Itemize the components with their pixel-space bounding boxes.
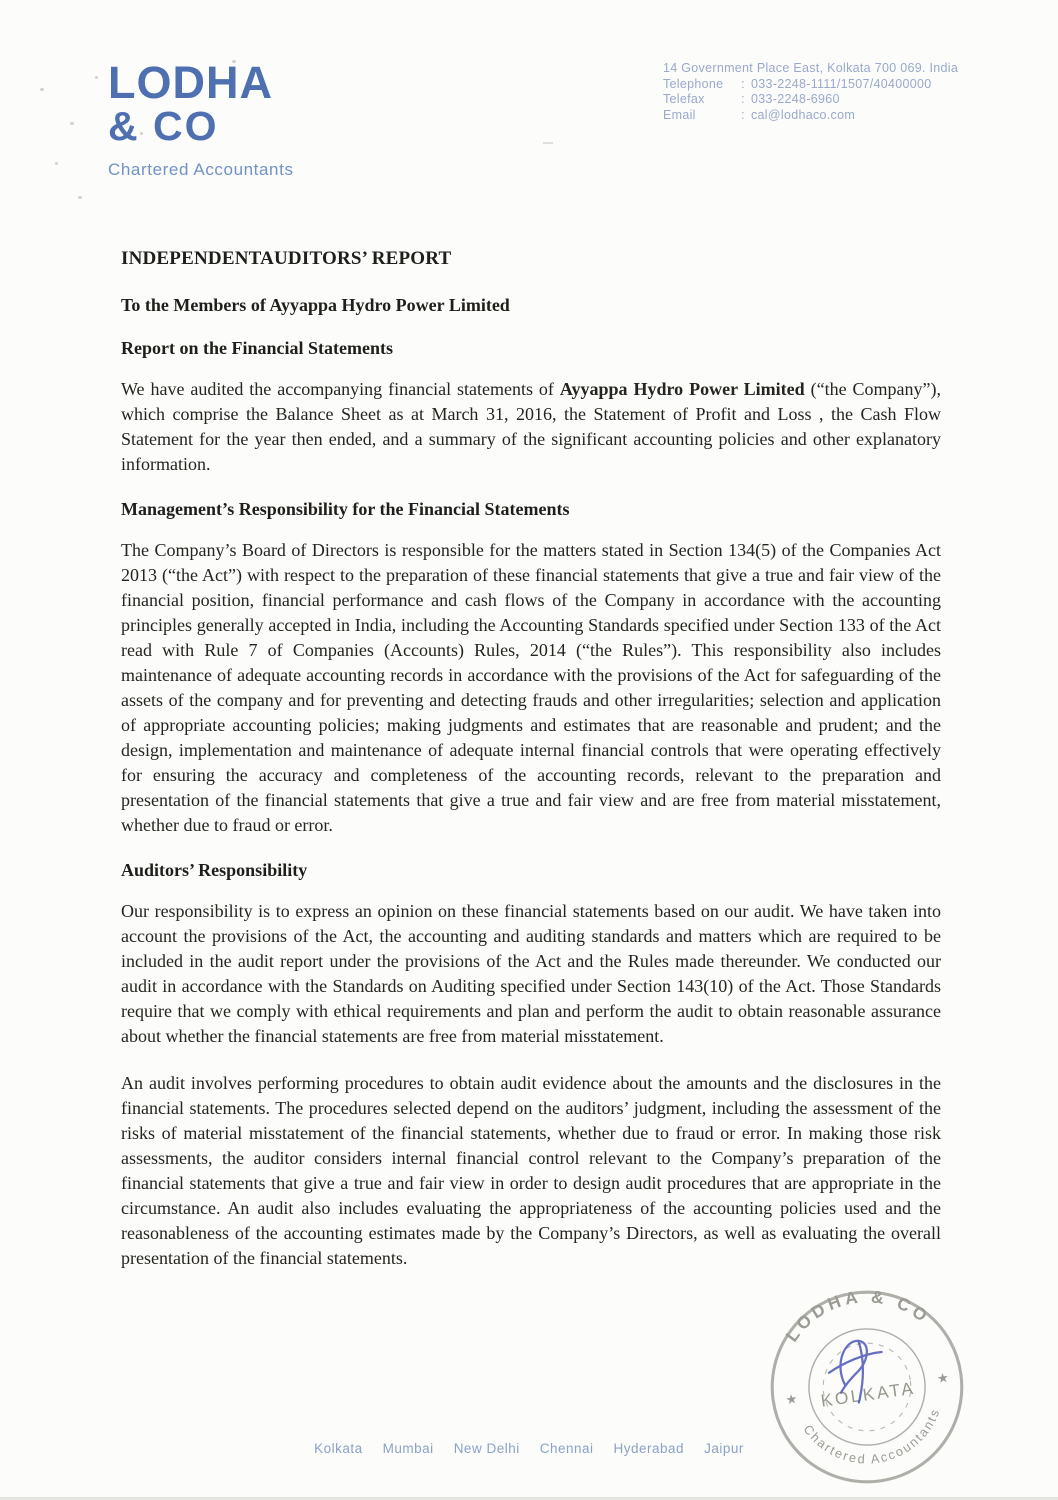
para-text: (“the Company”), which comprise the Balance Sheet as at March 31, 2016, the Statement of Profit and Loss , the Cash Flow Statement for the year then ended, and a summary of the significant accounting policies and other explanatory information. — [121, 379, 941, 474]
contact-row-email — [663, 108, 973, 124]
company-name-bold: Ayyappa Hydro Power Limited — [559, 379, 805, 399]
contact-separator: : — [741, 92, 745, 106]
contact-label: Telephone — [663, 76, 724, 91]
report-addressee: To the Members of Ayyappa Hydro Power Limited — [121, 295, 510, 315]
para-text: We have audited the accompanying financial statements of — [121, 379, 560, 399]
seal-arc-bottom-text: Chartered Accountants — [800, 1405, 943, 1467]
contact-label: Email — [663, 107, 696, 122]
scan-artifact — [70, 122, 74, 125]
contact-address: 14 Government Place East, Kolkata 700 069. India — [663, 61, 959, 75]
heading-managements-responsibility: Management’s Responsibility for the Financial Statements — [121, 499, 570, 519]
city-label: New Delhi — [453, 1441, 520, 1456]
contact-value: cal@lodhaco.com — [751, 107, 856, 122]
city-label: Mumbai — [382, 1441, 434, 1456]
seal-star-right-icon: ★ — [935, 1369, 950, 1387]
seal-city-text: KOLKATA — [819, 1377, 917, 1411]
paragraph-auditors-responsibility-2: An audit involves performing procedures to obtain audit evidence about the amounts and the disclosures in the financial statements. The procedures selected depend on the auditors’ judgment, including the assessment of the risks of material misstatement of the financial statements, whether due to fraud or error. In making those risk assessments, the auditor considers internal financial control relevant to the Company’s preparation of the financial statements that give a true and fair view in order to design audit procedures that are appropriate in the circumstance. An audit also includes evaluating the appropriateness of the accounting policies used and the reasonableness of the accounting estimates made by the Company’s Directors, as well as evaluating the overall presentation of the financial statements. — [121, 1073, 941, 1268]
report-body — [121, 248, 941, 1285]
scan-artifact — [55, 162, 58, 165]
city-label: Kolkata — [314, 1441, 363, 1456]
city-label: Jaipur — [704, 1441, 744, 1456]
contact-separator: : — [741, 76, 745, 91]
paragraph-introduction — [121, 377, 941, 477]
scan-artifact — [40, 88, 44, 91]
firm-logo — [108, 57, 294, 180]
city-label: Hyderabad — [613, 1441, 685, 1456]
contact-row-telephone — [663, 77, 973, 93]
city-label: Chennai — [539, 1441, 594, 1456]
scan-artifact — [543, 142, 553, 144]
firm-seal — [746, 1266, 988, 1500]
scan-artifact — [78, 196, 82, 199]
contact-label: Telefax — [663, 92, 705, 106]
logo-wordmark-line1: LODHA — [108, 57, 273, 108]
paragraph-auditors-responsibility-1: Our responsibility is to express an opinion on these financial statements based on our audit. We have taken into account the provisions of the Act, the accounting and auditing standards and matters which are required to be included in the audit report under the provisions of the Act and the Rules made thereunder. We conducted our audit in accordance with the Standards on Auditing specified under Section 143(10) of the Act. Those Standards require that we comply with ethical requirements and plan and perform the audit to obtain reasonable assurance about whether the financial statements are free from material misstatement. — [121, 901, 941, 1046]
branch-cities — [0, 1441, 1058, 1456]
heading-auditors-responsibility: Auditors’ Responsibility — [121, 860, 308, 880]
paragraph-managements-responsibility: The Company’s Board of Directors is responsible for the matters stated in Section 134(5) of the Companies Act 2013 (“the Act”) with respect to the preparation of these financial statements that give a true and fair view of the financial position, financial performance and cash flows of the Company in accordance with the accounting principles generally accepted in India, including the Accounting Standards specified under Section 133 of the Act read with Rule 7 of Companies (Accounts) Rules, 2014 (“the Rules”). This responsibility also includes maintenance of adequate accounting records in accordance with the provisions of the Act for safeguarding of the assets of the company and for preventing and detecting frauds and other irregularities; selection and application of appropriate accounting policies; making judgments and estimates that are reasonable and prudent; and the design, implementation and maintenance of adequate internal financial controls that were operating effectively for ensuring the accuracy and completeness of the accounting records, relevant to the preparation and presentation of the financial statements that give a true and fair view and are free from material misstatement, whether due to fraud or error. — [121, 540, 941, 835]
contact-value: 033-2248-1111/1507/40400000 — [751, 76, 932, 91]
logo-wordmark-line2: & CO — [108, 103, 219, 149]
seal-arc-top-text: LODHA & CO — [781, 1286, 935, 1346]
heading-report-on-financial-statements: Report on the Financial Statements — [121, 338, 393, 358]
contact-details — [663, 61, 973, 123]
seal-star-left-icon: ★ — [784, 1390, 799, 1408]
contact-separator: : — [741, 107, 745, 122]
report-title: INDEPENDENTAUDITORS’ REPORT — [121, 248, 452, 269]
contact-row-telefax — [663, 92, 973, 108]
contact-value: 033-2248-6960 — [751, 92, 840, 106]
logo-tagline: Chartered Accountants — [108, 160, 294, 179]
scan-artifact — [95, 76, 98, 79]
